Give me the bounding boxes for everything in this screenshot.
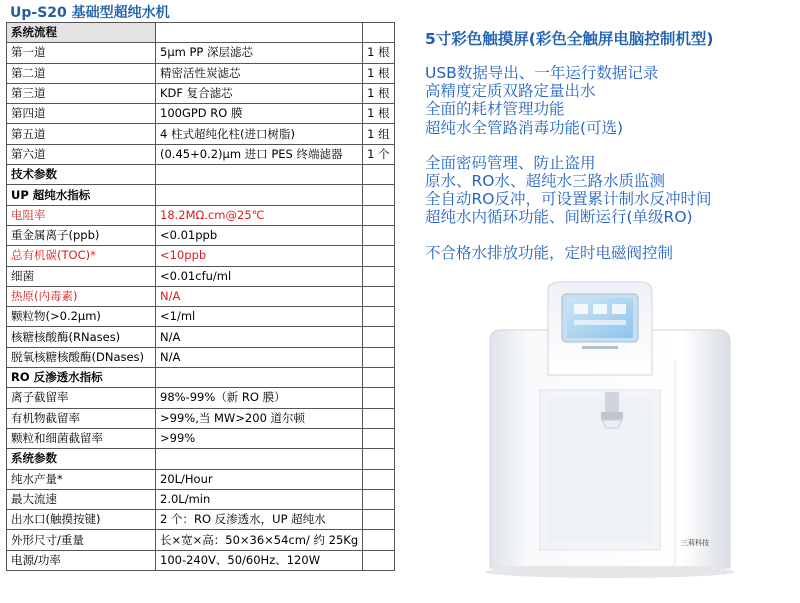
row-qty-cell	[363, 185, 394, 205]
feature-line: 超纯水全管路消毒功能(可选)	[425, 118, 624, 137]
row-value-cell: 5μm PP 深层滤芯	[156, 43, 363, 63]
row-value-cell: 长×宽×高：50×36×54cm/ 约 25Kg	[156, 530, 363, 550]
row-value-cell: (0.45+0.2)μm 进口 PES 终端滤器	[156, 144, 363, 164]
feature-line: 全自动RO反冲，可设置累计制水反冲时间	[425, 190, 712, 209]
row-value-cell: 100GPD RO 膜	[156, 104, 363, 124]
row-label-cell: 第三道	[7, 83, 156, 103]
row-label-cell: 系统流程	[7, 23, 156, 43]
row-qty-cell: 1 根	[363, 83, 394, 103]
table-row	[7, 124, 395, 144]
row-label-cell: 最大流速	[7, 489, 156, 509]
row-label-cell: 颗粒和细菌截留率	[7, 428, 156, 448]
row-label-cell: 热原(内毒素)	[7, 286, 156, 306]
row-qty-cell	[363, 489, 394, 509]
table-row	[7, 165, 395, 185]
table-row	[7, 327, 395, 347]
row-value-cell: 20L/Hour	[156, 469, 363, 489]
row-value-cell: N/A	[156, 286, 363, 306]
water-purifier-image	[470, 280, 750, 580]
row-qty-cell	[363, 286, 394, 306]
row-value-cell: <10ppb	[156, 246, 363, 266]
row-qty-cell	[363, 225, 394, 245]
feature-group	[425, 64, 711, 137]
table-row	[7, 530, 395, 550]
row-label-cell: 纯水产量*	[7, 469, 156, 489]
row-qty-cell: 1 根	[363, 63, 394, 83]
spec-table	[6, 22, 395, 571]
table-row	[7, 205, 395, 225]
feature-group	[425, 154, 711, 227]
row-label-cell: 技术参数	[7, 165, 156, 185]
row-label-cell: 第二道	[7, 63, 156, 83]
row-value-cell: 18.2MΩ.cm@25℃	[156, 205, 363, 225]
row-qty-cell: 1 组	[363, 124, 394, 144]
row-label-cell: 电源/功率	[7, 550, 156, 570]
table-row	[7, 144, 395, 164]
row-value-cell: N/A	[156, 327, 363, 347]
row-qty-cell	[363, 246, 394, 266]
feature-line: 全面的耗材管理功能	[425, 100, 565, 119]
row-value-cell	[156, 23, 363, 43]
table-row	[7, 347, 395, 367]
table-row	[7, 185, 395, 205]
row-label-cell: 总有机碳(TOC)*	[7, 246, 156, 266]
table-row	[7, 428, 395, 448]
table-row	[7, 43, 395, 63]
row-value-cell: <1/ml	[156, 307, 363, 327]
feature-line: 全面密码管理、防止盗用	[425, 153, 596, 172]
machine-brand-label: 三莉科技	[681, 539, 709, 547]
row-qty-cell	[363, 165, 394, 185]
row-qty-cell	[363, 347, 394, 367]
row-label-cell: 脱氧核糖核酸酶(DNases)	[7, 347, 156, 367]
feature-line: 原水、RO水、超纯水三路水质监测	[425, 172, 665, 191]
features-heading: 5寸彩色触摸屏(彩色全触屏电脑控制机型)	[425, 30, 714, 48]
row-qty-cell	[363, 266, 394, 286]
row-qty-cell	[363, 550, 394, 570]
row-qty-cell: 1 个	[363, 144, 394, 164]
row-label-cell: 核糖核酸酶(RNases)	[7, 327, 156, 347]
row-label-cell: 颗粒物(>0.2μm)	[7, 307, 156, 327]
table-row	[7, 510, 395, 530]
row-label-cell: 电阻率	[7, 205, 156, 225]
feature-group	[425, 244, 711, 262]
row-qty-cell	[363, 368, 394, 388]
row-qty-cell	[363, 205, 394, 225]
row-value-cell: 100-240V、50/60Hz、120W	[156, 550, 363, 570]
row-value-cell: 4 柱式超纯化柱(进口树脂)	[156, 124, 363, 144]
row-qty-cell	[363, 388, 394, 408]
row-value-cell: <0.01ppb	[156, 225, 363, 245]
row-value-cell: N/A	[156, 347, 363, 367]
row-value-cell: 精密活性炭滤芯	[156, 63, 363, 83]
table-row	[7, 449, 395, 469]
row-value-cell	[156, 449, 363, 469]
row-qty-cell	[363, 428, 394, 448]
table-row	[7, 489, 395, 509]
table-row	[7, 104, 395, 124]
table-row	[7, 266, 395, 286]
row-label-cell: 外形尺寸/重量	[7, 530, 156, 550]
table-row	[7, 225, 395, 245]
feature-line: 不合格水排放功能，定时电磁阀控制	[425, 243, 674, 262]
table-row	[7, 246, 395, 266]
row-value-cell: 2 个：RO 反渗透水，UP 超纯水	[156, 510, 363, 530]
row-label-cell: 出水口(触摸按键)	[7, 510, 156, 530]
feature-line: USB数据导出、一年运行数据记录	[425, 64, 659, 82]
table-row	[7, 368, 395, 388]
table-row	[7, 307, 395, 327]
row-value-cell: >99%	[156, 428, 363, 448]
row-qty-cell	[363, 510, 394, 530]
row-value-cell: 98%-99%（新 RO 膜）	[156, 388, 363, 408]
row-value-cell	[156, 185, 363, 205]
row-label-cell: 第四道	[7, 104, 156, 124]
table-row	[7, 469, 395, 489]
feature-line: 超纯水内循环功能、间断运行(单级RO)	[425, 208, 693, 227]
row-value-cell: >99%,当 MW>200 道尔顿	[156, 408, 363, 428]
table-row	[7, 63, 395, 83]
row-value-cell: 2.0L/min	[156, 489, 363, 509]
row-label-cell: 细菌	[7, 266, 156, 286]
feature-line: 高精度定质双路定量出水	[425, 82, 596, 101]
row-qty-cell	[363, 307, 394, 327]
row-qty-cell: 1 根	[363, 104, 394, 124]
row-qty-cell	[363, 449, 394, 469]
row-value-cell: KDF 复合滤芯	[156, 83, 363, 103]
row-label-cell: RO 反渗透水指标	[7, 368, 156, 388]
row-label-cell: 重金属离子(ppb)	[7, 225, 156, 245]
table-row	[7, 23, 395, 43]
row-label-cell: 系统参数	[7, 449, 156, 469]
row-qty-cell	[363, 327, 394, 347]
row-qty-cell	[363, 469, 394, 489]
row-qty-cell	[363, 23, 394, 43]
row-value-cell	[156, 165, 363, 185]
table-row	[7, 286, 395, 306]
row-label-cell: UP 超纯水指标	[7, 185, 156, 205]
features-list	[425, 64, 711, 279]
row-qty-cell	[363, 408, 394, 428]
row-qty-cell	[363, 530, 394, 550]
page-title: Up-S20 基础型超纯水机	[10, 5, 170, 21]
row-label-cell: 第六道	[7, 144, 156, 164]
row-label-cell: 第五道	[7, 124, 156, 144]
table-row	[7, 408, 395, 428]
table-row	[7, 550, 395, 570]
row-value-cell: <0.01cfu/ml	[156, 266, 363, 286]
table-row	[7, 388, 395, 408]
row-label-cell: 第一道	[7, 43, 156, 63]
row-qty-cell: 1 根	[363, 43, 394, 63]
row-label-cell: 离子截留率	[7, 388, 156, 408]
row-label-cell: 有机物截留率	[7, 408, 156, 428]
table-row	[7, 83, 395, 103]
row-value-cell	[156, 368, 363, 388]
